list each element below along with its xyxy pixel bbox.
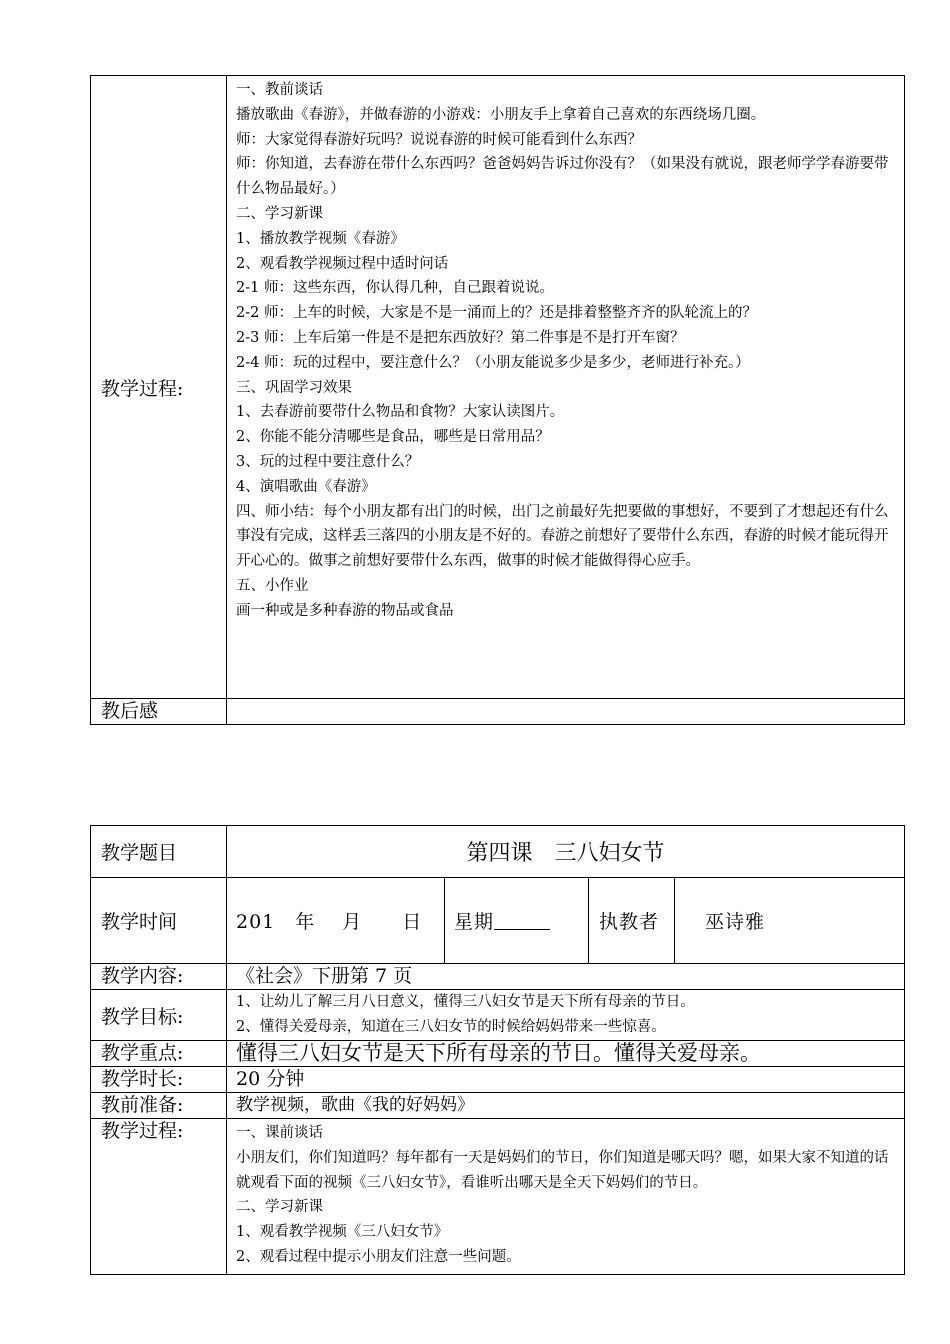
duration-value: 20 分钟 [236, 1068, 305, 1090]
lesson-plan-table-2 [90, 825, 905, 1275]
duration-value-cell [227, 1067, 905, 1093]
process-line: 2-4 师：玩的过程中，要注意什么？（小朋友能说多少是多少，老师进行补充。） [236, 354, 750, 371]
after-label-cell [91, 699, 227, 725]
process-line: 2、观看教学视频过程中适时问话 [236, 255, 449, 272]
process-line: 二、学习新课 [236, 205, 323, 222]
weekday-blank [494, 911, 550, 930]
lesson-plan-table-1 [90, 75, 905, 725]
process-content-cell [227, 76, 905, 699]
key-value: 懂得三八妇女节是天下所有母亲的节日。懂得关爱母亲。 [236, 1041, 761, 1065]
topic-label-cell [91, 826, 227, 878]
process2-line: 二、学习新课 [236, 1199, 323, 1216]
weekday-cell [445, 878, 589, 964]
goal-line: 2、懂得关爱母亲，知道在三八妇女节的时候给妈妈带来一些惊喜。 [236, 1019, 666, 1035]
process-line: 2-2 师：上车的时候，大家是不是一涌而上的？还是排着整整齐齐的队轮流上的？ [236, 305, 757, 322]
prep-value-cell [227, 1093, 905, 1119]
process2-line: 小朋友们，你们知道吗？每年都有一天是妈妈们的节日，你们知道是哪天吗？嗯，如果大家不知道的话就观看下面的视频《三八妇女节》，看谁听出哪天是全天下妈妈们的节日。 [236, 1149, 889, 1191]
goal-label-cell [91, 990, 227, 1041]
after-label: 教后感 [101, 700, 159, 722]
teacher-label: 执教者 [599, 911, 660, 933]
time-label: 教学时间 [101, 911, 178, 933]
process-line: 3、玩的过程中要注意什么？ [236, 453, 420, 470]
prep-value: 教学视频，歌曲《我的好妈妈》 [236, 1095, 474, 1115]
content-label-cell [91, 964, 227, 990]
duration-label: 教学时长: [101, 1068, 184, 1090]
process-line: 师：大家觉得春游好玩吗？说说春游的时候可能看到什么东西？ [236, 131, 642, 148]
process-line: 一、教前谈话 [236, 82, 323, 98]
content-value: 《社会》下册第 7 页 [236, 965, 413, 987]
process-line: 五、小作业 [236, 577, 309, 594]
process-line: 播放歌曲《春游》，并做春游的小游戏：小朋友手上拿着自己喜欢的东西绕场几圈。 [236, 106, 766, 123]
process2-line: 一、课前谈话 [236, 1125, 323, 1141]
process-line: 1、播放教学视频《春游》 [236, 230, 405, 247]
process2-line: 1、观看教学视频《三八妇女节》 [236, 1224, 449, 1241]
process-line: 2-1 师：这些东西，你认得几种，自己跟着说说。 [236, 280, 554, 297]
date-value: 201 年 月 日 [236, 911, 423, 933]
prep-label: 教前准备: [101, 1094, 184, 1116]
topic-value-cell [227, 826, 905, 878]
prep-label-cell [91, 1093, 227, 1119]
content-value-cell [227, 964, 905, 990]
key-value-cell [227, 1041, 905, 1067]
process-line: 三、巩固学习效果 [236, 379, 352, 396]
process2-content-cell [227, 1119, 905, 1275]
weekday-label: 星期 [454, 911, 495, 933]
process-line: 四、师小结：每个小朋友都有出门的时候，出门之前最好先把要做的事想好，不要到了才想起还有什么事没有完成，这样丢三落四的小朋友是不好的。春游之前想好了要带什么东西，春游的时候才能玩得开开心心的。做事之前想好要带什么东西，做事的时候才能做得得心应手。 [236, 503, 889, 570]
key-label: 教学重点: [101, 1042, 184, 1064]
after-value-cell [227, 699, 905, 725]
process-line: 师：你知道，去春游在带什么东西吗？爸爸妈妈告诉过你没有？（如果没有就说，跟老师学学春游要带什么物品最好。） [236, 156, 889, 198]
teacher-value-cell [675, 878, 905, 964]
process-line: 4、演唱歌曲《春游》 [236, 478, 376, 495]
process-line: 画一种或是多种春游的物品或食品 [236, 602, 454, 619]
process-label: 教学过程: [101, 377, 184, 400]
process-label-cell [91, 76, 227, 699]
teacher-name: 巫诗雅 [705, 911, 766, 933]
duration-label-cell [91, 1067, 227, 1093]
goal-line: 1、让幼儿了解三月八日意义，懂得三八妇女节是天下所有母亲的节日。 [236, 994, 695, 1010]
goal-label: 教学目标: [101, 1005, 184, 1028]
process2-label-cell [91, 1119, 227, 1275]
teacher-label-cell [589, 878, 675, 964]
topic-label: 教学题目 [101, 842, 178, 864]
lesson-title: 第四课 三八妇女节 [466, 841, 665, 866]
process2-label: 教学过程: [101, 1120, 184, 1142]
date-cell [227, 878, 445, 964]
process2-line: 2、观看过程中提示小朋友们注意一些问题。 [236, 1248, 521, 1265]
process-line: 1、去春游前要带什么物品和食物？大家认读图片。 [236, 404, 565, 421]
process-line: 2、你能不能分清哪些是食品，哪些是日常用品？ [236, 429, 550, 446]
goal-value-cell [227, 990, 905, 1041]
key-label-cell [91, 1041, 227, 1067]
content-label: 教学内容: [101, 965, 184, 987]
time-label-cell [91, 878, 227, 964]
process-line: 2-3 师：上车后第一件是不是把东西放好？第二件事是不是打开车窗？ [236, 329, 685, 346]
